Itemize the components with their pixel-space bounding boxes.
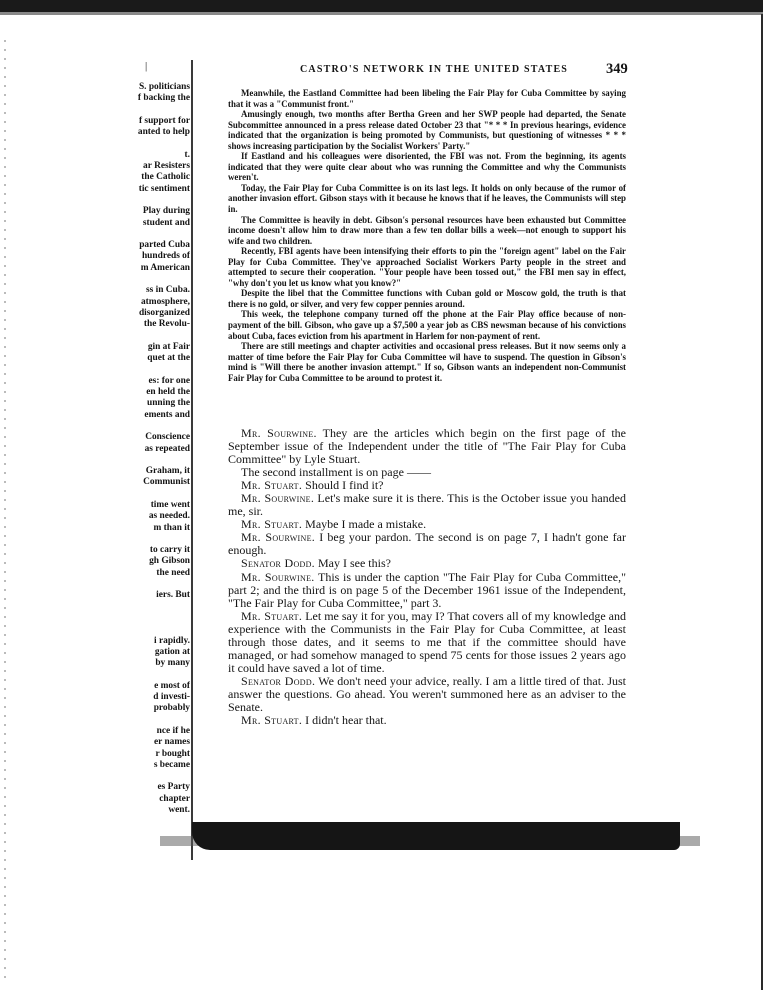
- book-gutter: [191, 60, 193, 860]
- facing-page-line: [128, 613, 190, 624]
- article-paragraph: Meanwhile, the Eastland Committee had been libeling the Fair Play for Cuba Committee by saying that it was a "Communist front.": [228, 88, 626, 109]
- statement-text: Maybe I made a mistake.: [302, 517, 427, 532]
- facing-page-line: d investi-: [153, 692, 190, 703]
- testimony-paragraph: [228, 571, 626, 610]
- hearing-testimony: [228, 427, 626, 727]
- statement-text: This is under the caption "The Fair Play for Cuba Committee," part 2; and the third is on page 5 of the December 1961 issue of the Independent, "The Fair Play for Cuba Committee," part 3.: [228, 569, 626, 610]
- facing-page-line: the Catholic: [141, 172, 190, 183]
- speaker-name: Mr. Stuart.: [241, 608, 303, 623]
- facing-page-line: [128, 138, 190, 149]
- page-number: 349: [606, 61, 628, 77]
- facing-page-line: [128, 364, 190, 375]
- facing-page-line: disorganized: [138, 307, 190, 318]
- facing-page-line: ar Resisters: [143, 161, 190, 172]
- facing-page-line: [128, 771, 190, 782]
- facing-page-line: es: for one: [148, 375, 190, 386]
- facing-page-line: [128, 489, 190, 500]
- article-paragraph: Amusingly enough, two months after Bertha Green and her SWP people had departed, the Senate Subcommittee announced in a press release dated October 23 that "* * * In previous hearings, evidence indicated that the organization is being promoted by Communists, but questioning of witnesses * * * shows increasing participation by the Socialist Workers' Party.": [228, 109, 626, 151]
- testimony-paragraph: [228, 714, 626, 727]
- facing-page-line: e most of: [154, 680, 190, 691]
- testimony-paragraph: [228, 492, 626, 518]
- facing-page-line: time went: [150, 499, 190, 510]
- facing-page-line: [128, 229, 190, 240]
- facing-page-line: Communist: [143, 477, 190, 488]
- facing-page-line: Conscience: [145, 432, 190, 443]
- facing-page-line: S. politicians: [138, 82, 190, 92]
- facing-page-line: m American: [140, 262, 190, 273]
- article-paragraph: There are still meetings and chapter activities and occasional press releases. But it now seems only a matter of time before the Fair Play for Cuba Committee wil have to suspend. The question in Gibson's mind is "Will there be another invasion attempt." If so, Gibson wants an independent non-Communist Fair Play for Cuba Committee to be around to protest it.: [228, 341, 626, 383]
- facing-page-line: [128, 715, 190, 726]
- speaker-name: Mr. Sourwine.: [241, 491, 315, 506]
- article-paragraph: If Eastland and his colleagues were disoriented, the FBI was not. From the beginning, its agents indicated that they were quite clear about who was running the Committee and why the Communists weren't.: [228, 151, 626, 183]
- statement-text: They are the articles which begin on the first page of the September issue of the Independent under the title of "The Fair Play for Cuba Committee" by Lyle Stuart.: [228, 426, 626, 467]
- facing-page-line: [128, 105, 190, 116]
- facing-page-line: as repeated: [144, 443, 190, 454]
- speaker-name: Senator Dodd.: [241, 673, 316, 688]
- facing-page-line: chapter: [159, 793, 190, 804]
- facing-page-line: quet at the: [147, 353, 190, 364]
- facing-page-line: [128, 669, 190, 680]
- facing-page-line: [128, 579, 190, 590]
- facing-page-line: [128, 455, 190, 466]
- facing-page-line: [128, 602, 190, 613]
- facing-page-line: anted to help: [137, 127, 190, 138]
- article-paragraph: Despite the libel that the Committee functions with Cuban gold or Moscow gold, the truth is that there is no gold, or silver, and very few copper pennies around.: [228, 288, 626, 309]
- facing-page-mark: |: [145, 60, 148, 72]
- speaker-name: Mr. Stuart.: [241, 478, 303, 493]
- speaker-name: Mr. Sourwine.: [241, 426, 317, 440]
- facing-page-line: [128, 274, 190, 285]
- article-paragraph: Recently, FBI agents have been intensifying their efforts to pin the "foreign agent" label on the Fair Play for Cuba Committee. They've approached Socialist Workers Party people in the street and attempted to secure their cooperation. "Your people have been tossed out," the FBI men say in effect, "why don't you let us know what you know?": [228, 246, 626, 288]
- speaker-name: Mr. Sourwine.: [241, 569, 315, 584]
- testimony-paragraph: [228, 427, 626, 466]
- facing-page-line: the Revolu-: [143, 319, 190, 330]
- statement-text: We don't need your advice, really. I am a little tired of that. Just answer the questions. Go ahead. You weren't summoned here as an adviser to the Senate.: [228, 673, 626, 714]
- facing-page-line: to carry it: [149, 545, 190, 556]
- statement-text: The second installment is on page ——: [241, 465, 431, 480]
- facing-page-line: gation at: [154, 646, 190, 657]
- article-paragraph: Today, the Fair Play for Cuba Committee is on its last legs. It holds on only because of the rumor of another invasion effort. Gibson stays with it because he knows that if he leaves, the Communists will step in.: [228, 182, 626, 215]
- facing-page-line: ements and: [144, 409, 190, 420]
- statement-text: Should I find it?: [302, 478, 384, 493]
- scan-bottom-border: [192, 822, 680, 850]
- testimony-paragraph: [228, 675, 626, 714]
- facing-page-line: hundreds of: [141, 251, 190, 262]
- facing-page-line: f backing the: [137, 93, 190, 104]
- facing-page-line: [128, 534, 190, 545]
- facing-page-line: t.: [184, 149, 190, 160]
- facing-page-line: as needed.: [148, 511, 190, 522]
- facing-page-line: went.: [168, 805, 190, 815]
- running-header: CASTRO'S NETWORK IN THE UNITED STATES: [300, 64, 569, 75]
- article-paragraph: The Committee is heavily in debt. Gibson's personal resources have been exhausted but Committee income doesn't allow him to draw more than a few ten dollar bills a week—not enough to support his wife and two children.: [228, 214, 626, 246]
- facing-page-line: [128, 331, 190, 342]
- facing-page-line: [128, 421, 190, 432]
- scan-top-shadow: [0, 12, 763, 15]
- facing-page-line: ss in Cuba.: [145, 285, 190, 296]
- statement-text: I beg your pardon. The second is on page 7, I hadn't gone far enough.: [228, 530, 626, 558]
- facing-page-line: nce if he: [156, 725, 190, 736]
- quoted-article: [228, 88, 626, 383]
- statement-text: May I see this?: [314, 556, 391, 571]
- scan-left-speckle: [4, 40, 6, 980]
- statement-text: Let me say it for you, may I? That covers all of my knowledge and experience with the Communists in the Fair Play for Cuba Committee, at least through those dates, and it seems to me that if the committee should have managed, or had somehow managed to spend 75 cents for those issues 2 years ago it could have saved a lot of time.: [228, 608, 627, 675]
- facing-page-line: gh Gibson: [149, 556, 190, 567]
- speaker-name: Mr. Stuart.: [241, 517, 303, 532]
- facing-page-line: tic sentiment: [138, 183, 190, 194]
- facing-page-line: Graham, it: [145, 466, 190, 477]
- facing-page-line: iers. But: [156, 590, 190, 601]
- facing-page-line: parted Cuba: [139, 240, 190, 251]
- facing-page-line: unning the: [147, 398, 190, 409]
- testimony-paragraph: [228, 610, 626, 675]
- scan-top-border: [0, 0, 763, 12]
- facing-page-line: m than it: [153, 522, 190, 533]
- statement-text: I didn't hear that.: [302, 713, 387, 728]
- facing-page-line: Play during: [142, 206, 190, 217]
- article-paragraph: This week, the telephone company turned off the phone at the Fair Play office because of non-payment of the bill. Gibson, who gave up a $7,500 a year job as CBS newsman because of his convictions about Cuba, faces eviction from his apartment in Harlem for non-payment of rent.: [228, 309, 626, 341]
- facing-page-line: f support for: [138, 115, 190, 126]
- testimony-paragraph: [228, 531, 626, 557]
- facing-page-line: er names: [153, 737, 190, 748]
- facing-page-line: gin at Fair: [147, 341, 190, 352]
- facing-page-line: by many: [155, 658, 190, 669]
- speaker-name: Senator Dodd.: [241, 556, 315, 571]
- facing-page-line: student and: [142, 217, 190, 228]
- speaker-name: Mr. Sourwine.: [241, 530, 316, 545]
- facing-page-line: probably: [153, 703, 190, 714]
- speaker-name: Mr. Stuart.: [241, 713, 303, 728]
- facing-page-line: s became: [153, 759, 190, 770]
- facing-page-line: [128, 195, 190, 206]
- facing-page-fragment: [128, 82, 190, 816]
- facing-page-line: i rapidly.: [154, 635, 190, 646]
- facing-page-line: es Party: [157, 782, 190, 793]
- facing-page-line: [128, 624, 190, 635]
- facing-page-line: the need: [156, 567, 190, 578]
- facing-page-line: atmosphere,: [140, 296, 190, 307]
- facing-page-line: en held the: [146, 387, 190, 398]
- statement-text: Let's make sure it is there. This is the October issue you handed me, sir.: [228, 491, 626, 519]
- facing-page-line: r bought: [155, 748, 190, 759]
